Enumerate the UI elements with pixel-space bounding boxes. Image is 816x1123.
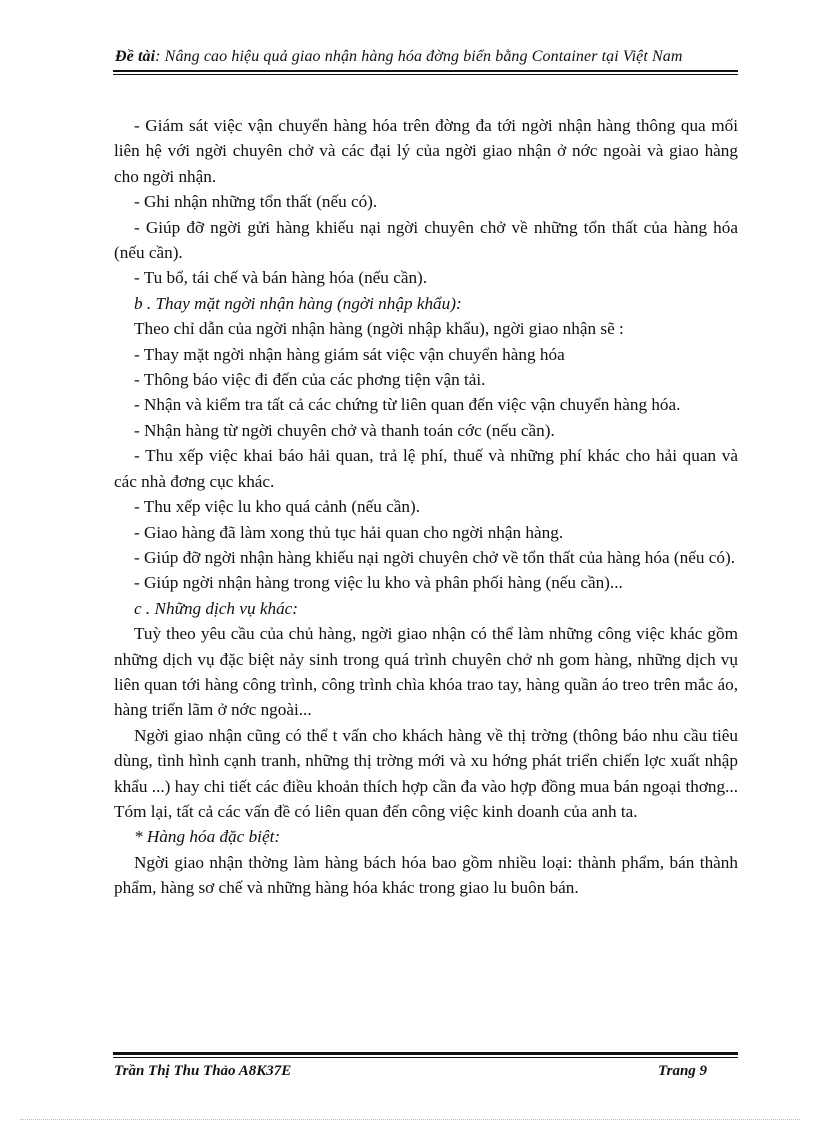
header-rule-thin [113,74,738,75]
section-heading-c: c . Những dịch vụ khác: [134,598,299,618]
paragraph: Tuỳ theo yêu cầu của chủ hàng, ngời giao nhận có thể làm những công việc khác gồm những dịch vụ đặc biệt nảy sinh trong quá trình chuyên chở nh gom hàng, những dịch vụ liên quan tới hàng công trình, công trình chìa khóa trao tay, hàng quần áo treo trên mắc áo, hàng triển lãm ở nớc ngoài... [114,624,738,720]
paragraph: Ngời giao nhận thờng làm hàng bách hóa bao gồm nhiều loại: thành phẩm, bán thành phẩm, hàng sơ chế và những hàng hóa khác trong giao lu buôn bán. [114,852,738,898]
header-title: : Nâng cao hiệu quả giao nhận hàng hóa đờng biển bằng Container tại Việt Nam [155,48,683,65]
paragraph: - Thông báo việc đi đến của các phơng tiện vận tải. [134,370,486,390]
footer-rule-thick [113,1052,738,1055]
paragraph: Theo chỉ dẫn của ngời nhận hàng (ngời nhập khẩu), ngời giao nhận sẽ : [134,319,624,339]
paragraph: - Giám sát việc vận chuyển hàng hóa trên đờng đa tới ngời nhận hàng thông qua mối liên hệ với ngời chuyên chở và các đại lý của ngời giao nhận ở nớc ngoài và giao hàng cho ngời nhận. [114,116,738,186]
paragraph: - Tu bổ, tái chế và bán hàng hóa (nếu cần). [134,268,428,288]
document-body [114,113,738,901]
paragraph: - Ghi nhận những tổn thất (nếu có). [134,192,378,212]
paragraph: - Nhận và kiểm tra tất cả các chứng từ liên quan đến việc vận chuyển hàng hóa. [134,395,681,415]
paragraph: - Thu xếp việc lu kho quá cảnh (nếu cần). [134,497,421,517]
paragraph: - Giao hàng đã làm xong thủ tục hải quan cho ngời nhận hàng. [134,522,564,542]
paragraph: - Thu xếp việc khai báo hải quan, trả lệ phí, thuế và những phí khác cho hải quan và các nhà đơng cục khác. [114,446,738,491]
paragraph: - Nhận hàng từ ngời chuyên chở và thanh toán cớc (nếu cần). [134,420,555,440]
section-heading-special-goods: * Hàng hóa đặc biệt: [134,827,281,847]
paragraph: - Thay mặt ngời nhận hàng giám sát việc vận chuyển hàng hóa [134,344,565,364]
footer-rule-thin [113,1057,738,1058]
header-title-line [115,48,683,66]
paragraph: Ngời giao nhận cũng có thể t vấn cho khách hàng về thị trờng (thông báo nhu cầu tiêu dùng, tình hình cạnh tranh, những thị trờng mới và xu hớng phát triển chiến lợc xuất nhập khẩu ...) hay chi tiết các điều khoản thích hợp cần đa vào hợp đồng mua bán ngoại thơng... Tóm lại, tất cả các vấn đề có liên quan đến công việc kinh doanh của anh ta. [114,725,738,821]
section-heading-b: b . Thay mặt ngời nhận hàng (ngời nhập khẩu): [134,293,462,313]
footer-author: Trần Thị Thu Thảo A8K37E [114,1063,292,1079]
page-bottom-dotted-border [20,1119,800,1120]
paragraph: - Giúp đỡ ngời gửi hàng khiếu nại ngời chuyên chở về những tổn thất của hàng hóa (nếu cần). [114,217,738,263]
header-rule-thick [113,70,738,72]
paragraph: - Giúp đỡ ngời nhận hàng khiếu nại ngời chuyên chở về tổn thất của hàng hóa (nếu có). [134,547,735,567]
paragraph: - Giúp ngời nhận hàng trong việc lu kho và phân phối hàng (nếu cần)... [134,573,623,593]
footer-page-number: Trang 9 [658,1063,708,1079]
header-prefix: Đề tài [115,48,156,65]
